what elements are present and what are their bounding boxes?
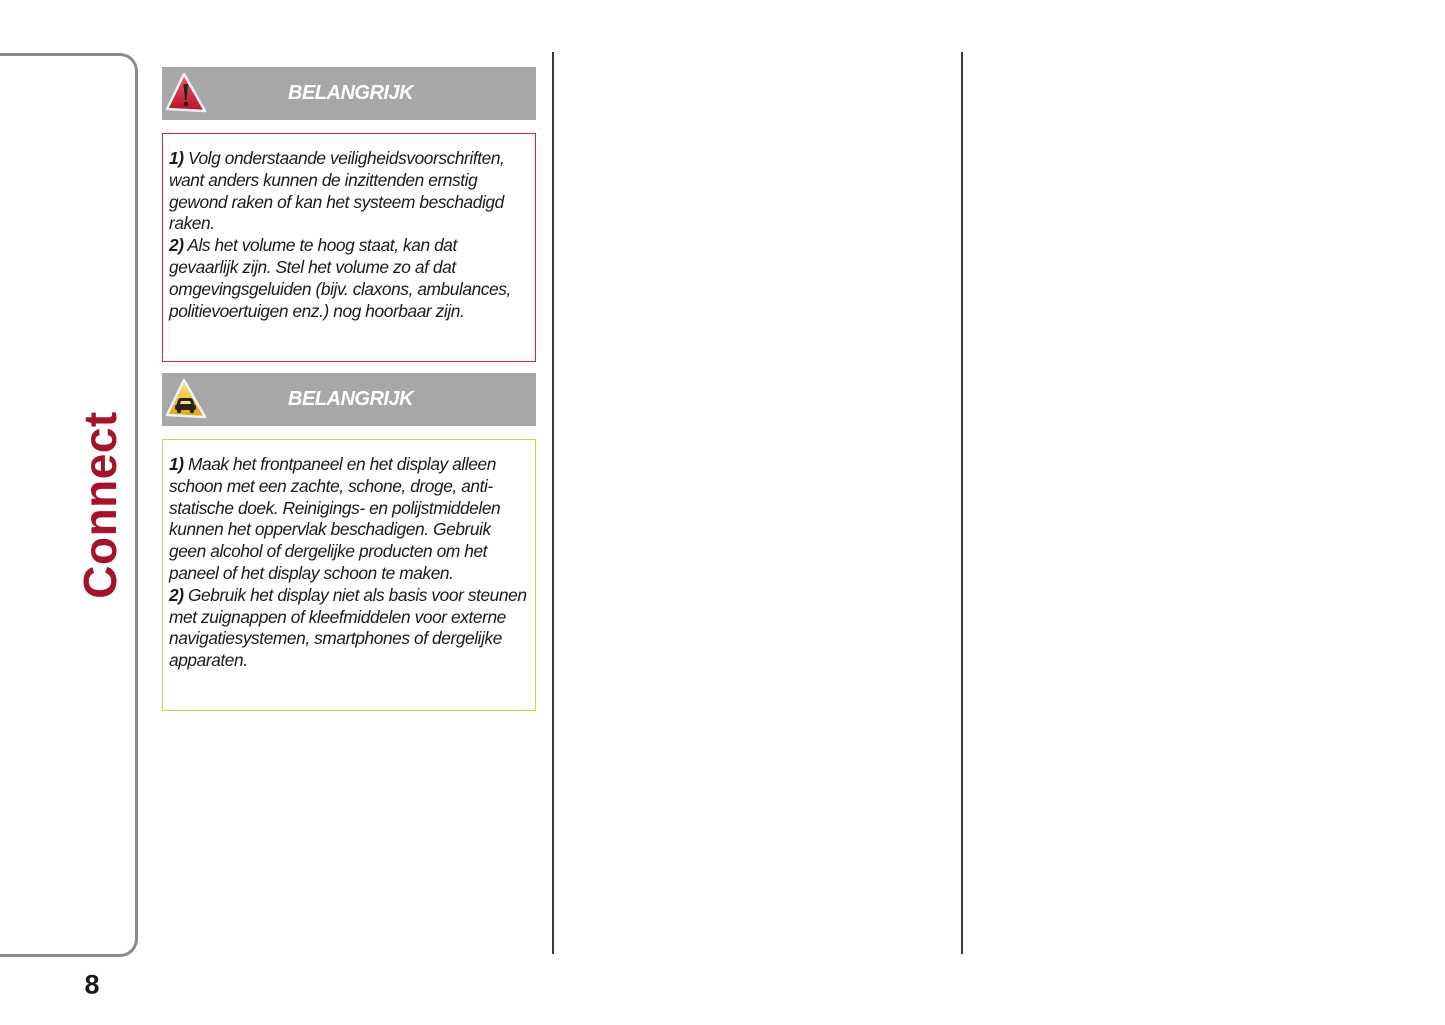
note-text: Volg onderstaande veiligheidsvoorschriften, want anders kunnen de inzittenden ernstig gewond raken of kan het systeem beschadigd raken. bbox=[169, 148, 505, 234]
note-text: Als het volume te hoog staat, kan dat gevaarlijk zijn. Stel het volume zo af dat omgevingsgeluiden (bijv. claxons, ambulances, politievoertuigen enz.) nog hoorbaar zijn. bbox=[169, 235, 511, 321]
note-number: 2) bbox=[169, 584, 184, 605]
important-notes-box-yellow bbox=[162, 439, 536, 711]
note-item bbox=[169, 235, 529, 322]
note-item bbox=[169, 148, 529, 235]
important-header-red bbox=[162, 67, 536, 120]
note-text: Maak het frontpaneel en het display alleen schoon met een zachte, schone, droge, anti-statische doek. Reinigings- en polijstmiddelen kunnen het oppervlak beschadigen. Gebruik geen alcohol of dergelijke producten om het paneel of het display schoon te maken. bbox=[169, 454, 501, 583]
warning-triangle-red-icon bbox=[164, 71, 208, 115]
important-header-label: BELANGRIJK bbox=[288, 82, 414, 104]
important-header-label: BELANGRIJK bbox=[288, 388, 414, 410]
important-header-yellow bbox=[162, 373, 536, 426]
note-item bbox=[169, 585, 529, 672]
note-number: 1) bbox=[169, 148, 184, 168]
important-notes-box-red bbox=[162, 133, 536, 362]
note-number: 1) bbox=[169, 454, 184, 474]
column-divider-2 bbox=[961, 52, 963, 954]
note-number: 2) bbox=[169, 235, 184, 256]
chapter-title: Connect bbox=[74, 411, 126, 599]
column-divider-1 bbox=[552, 52, 554, 954]
caution-triangle-yellow-car-icon bbox=[164, 377, 208, 421]
page-number: 8 bbox=[84, 969, 100, 1000]
note-item bbox=[169, 454, 529, 585]
note-text: Gebruik het display niet als basis voor steunen met zuignappen of kleefmiddelen voor externe navigatiesystemen, smartphones of dergelijke apparaten. bbox=[169, 584, 527, 671]
